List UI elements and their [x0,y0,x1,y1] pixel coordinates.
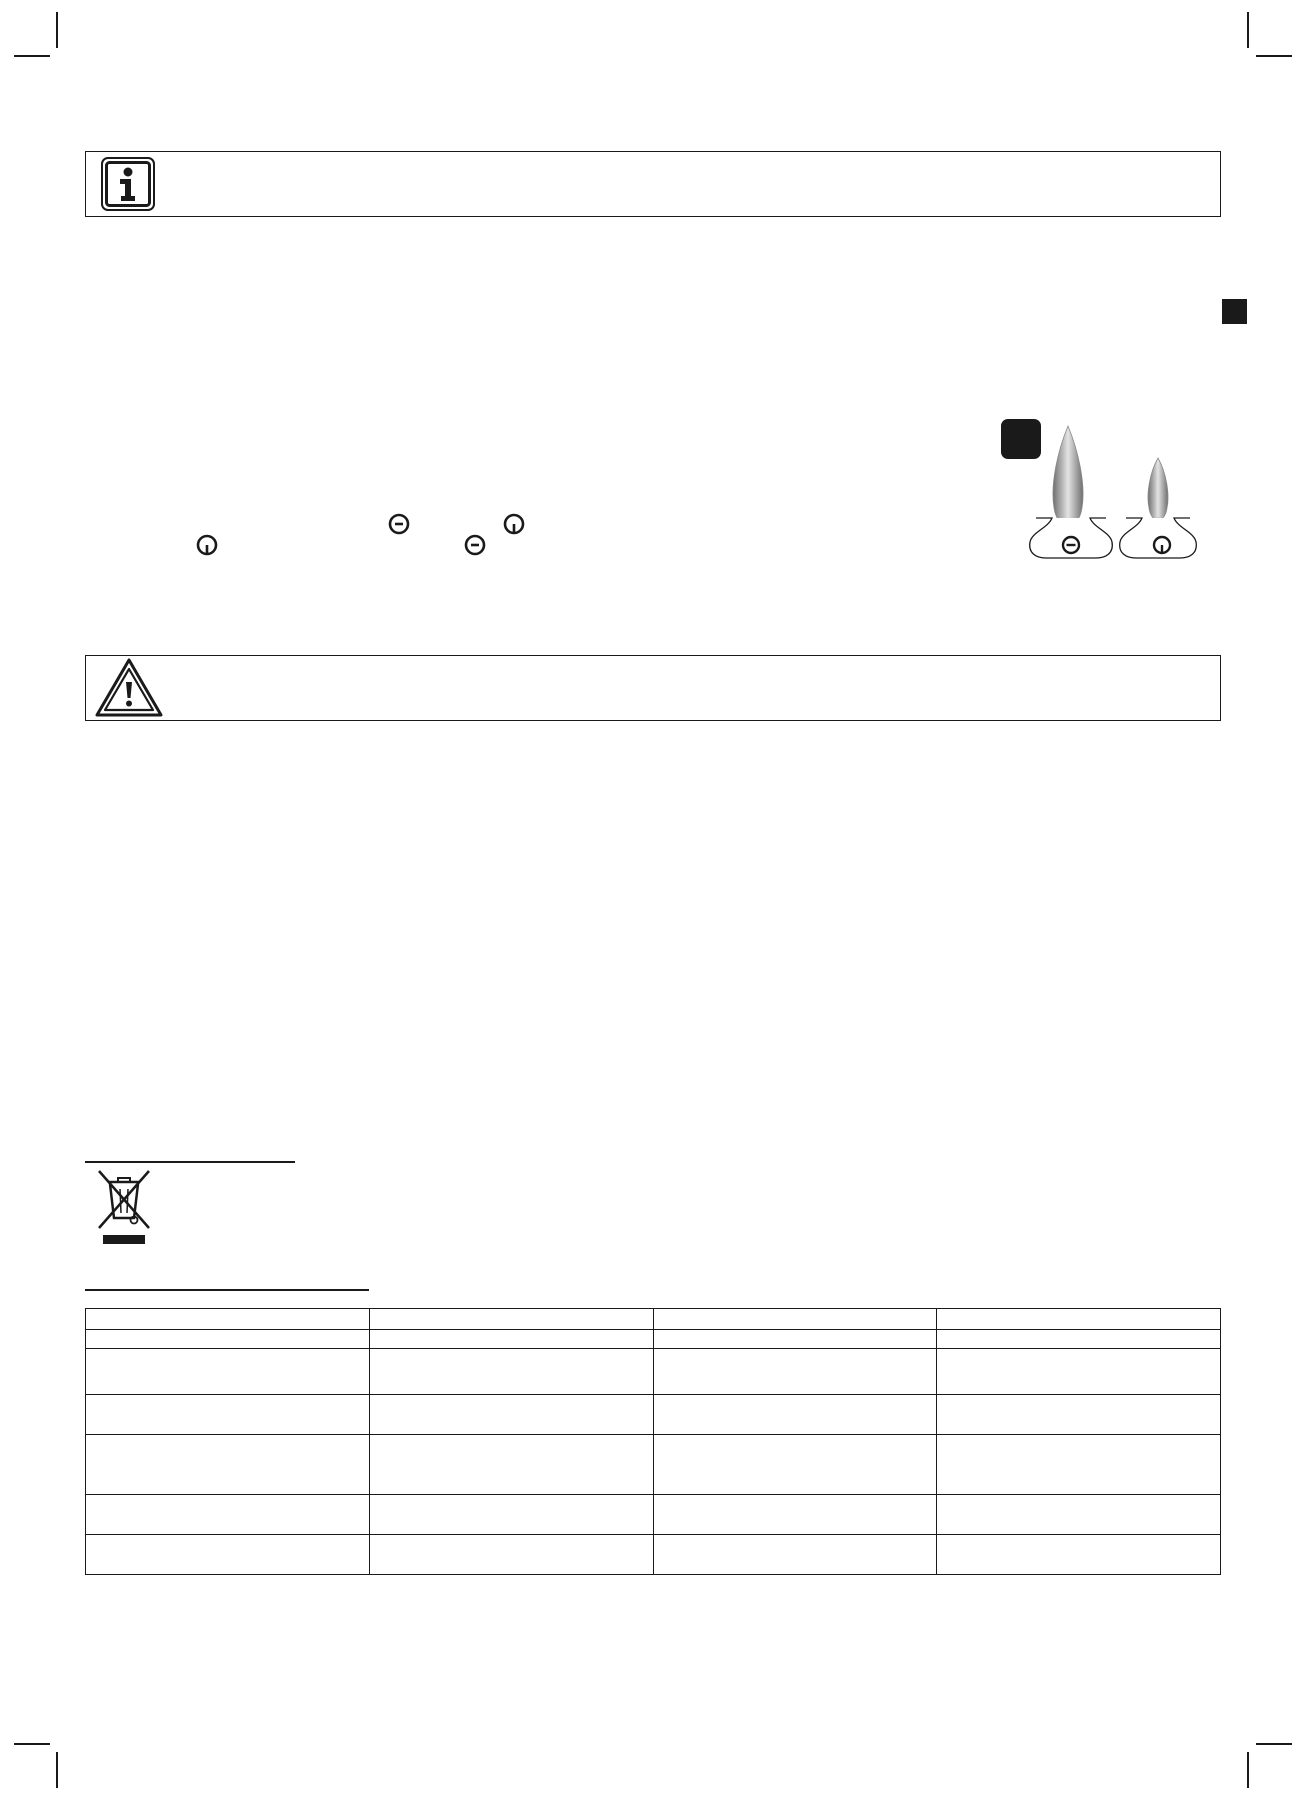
table-cell [369,1495,653,1535]
table-cell [653,1395,937,1435]
flame-high-icon [463,533,487,557]
table-cell [86,1435,370,1495]
warning-triangle-icon [94,657,164,719]
flame-low-icon [195,533,219,557]
table-cell [653,1349,937,1395]
table-cell [653,1330,937,1349]
table-cell [369,1330,653,1349]
table-cell [86,1495,370,1535]
table-cell [653,1535,937,1575]
table-cell [86,1535,370,1575]
table-row [86,1535,1221,1575]
table-cell [937,1435,1221,1495]
table-cell [369,1395,653,1435]
table-cell [86,1330,370,1349]
black-square-marker [1222,299,1247,324]
info-icon [100,156,156,212]
specs-heading-underline [85,1289,369,1291]
table-row [86,1395,1221,1435]
flame-low-icon [502,512,526,536]
table-row [86,1349,1221,1395]
table-cell [369,1535,653,1575]
table-cell [369,1435,653,1495]
small-flame [1120,458,1197,558]
crossed-out-wheelie-bin-icon [94,1166,154,1246]
burner-flames-illustration [1000,410,1210,560]
table-cell [937,1349,1221,1395]
warning-box [85,655,1221,721]
table-row [86,1495,1221,1535]
table-cell [937,1535,1221,1575]
table-cell [937,1330,1221,1349]
table-cell [937,1309,1221,1330]
table-cell [937,1495,1221,1535]
table-cell [653,1435,937,1495]
table-cell [653,1309,937,1330]
large-flame [1030,426,1113,558]
table-cell [653,1495,937,1535]
table-cell [86,1395,370,1435]
table-row [86,1435,1221,1495]
flame-high-icon [387,512,411,536]
table-row [86,1309,1221,1330]
table-row [86,1330,1221,1349]
table-cell [369,1309,653,1330]
table-cell [369,1349,653,1395]
table-cell [86,1349,370,1395]
table-cell [937,1395,1221,1435]
specification-table [85,1308,1221,1575]
flame-figure [1000,410,1210,560]
table-cell [86,1309,370,1330]
disposal-heading-underline [85,1161,295,1163]
info-box [85,151,1221,217]
